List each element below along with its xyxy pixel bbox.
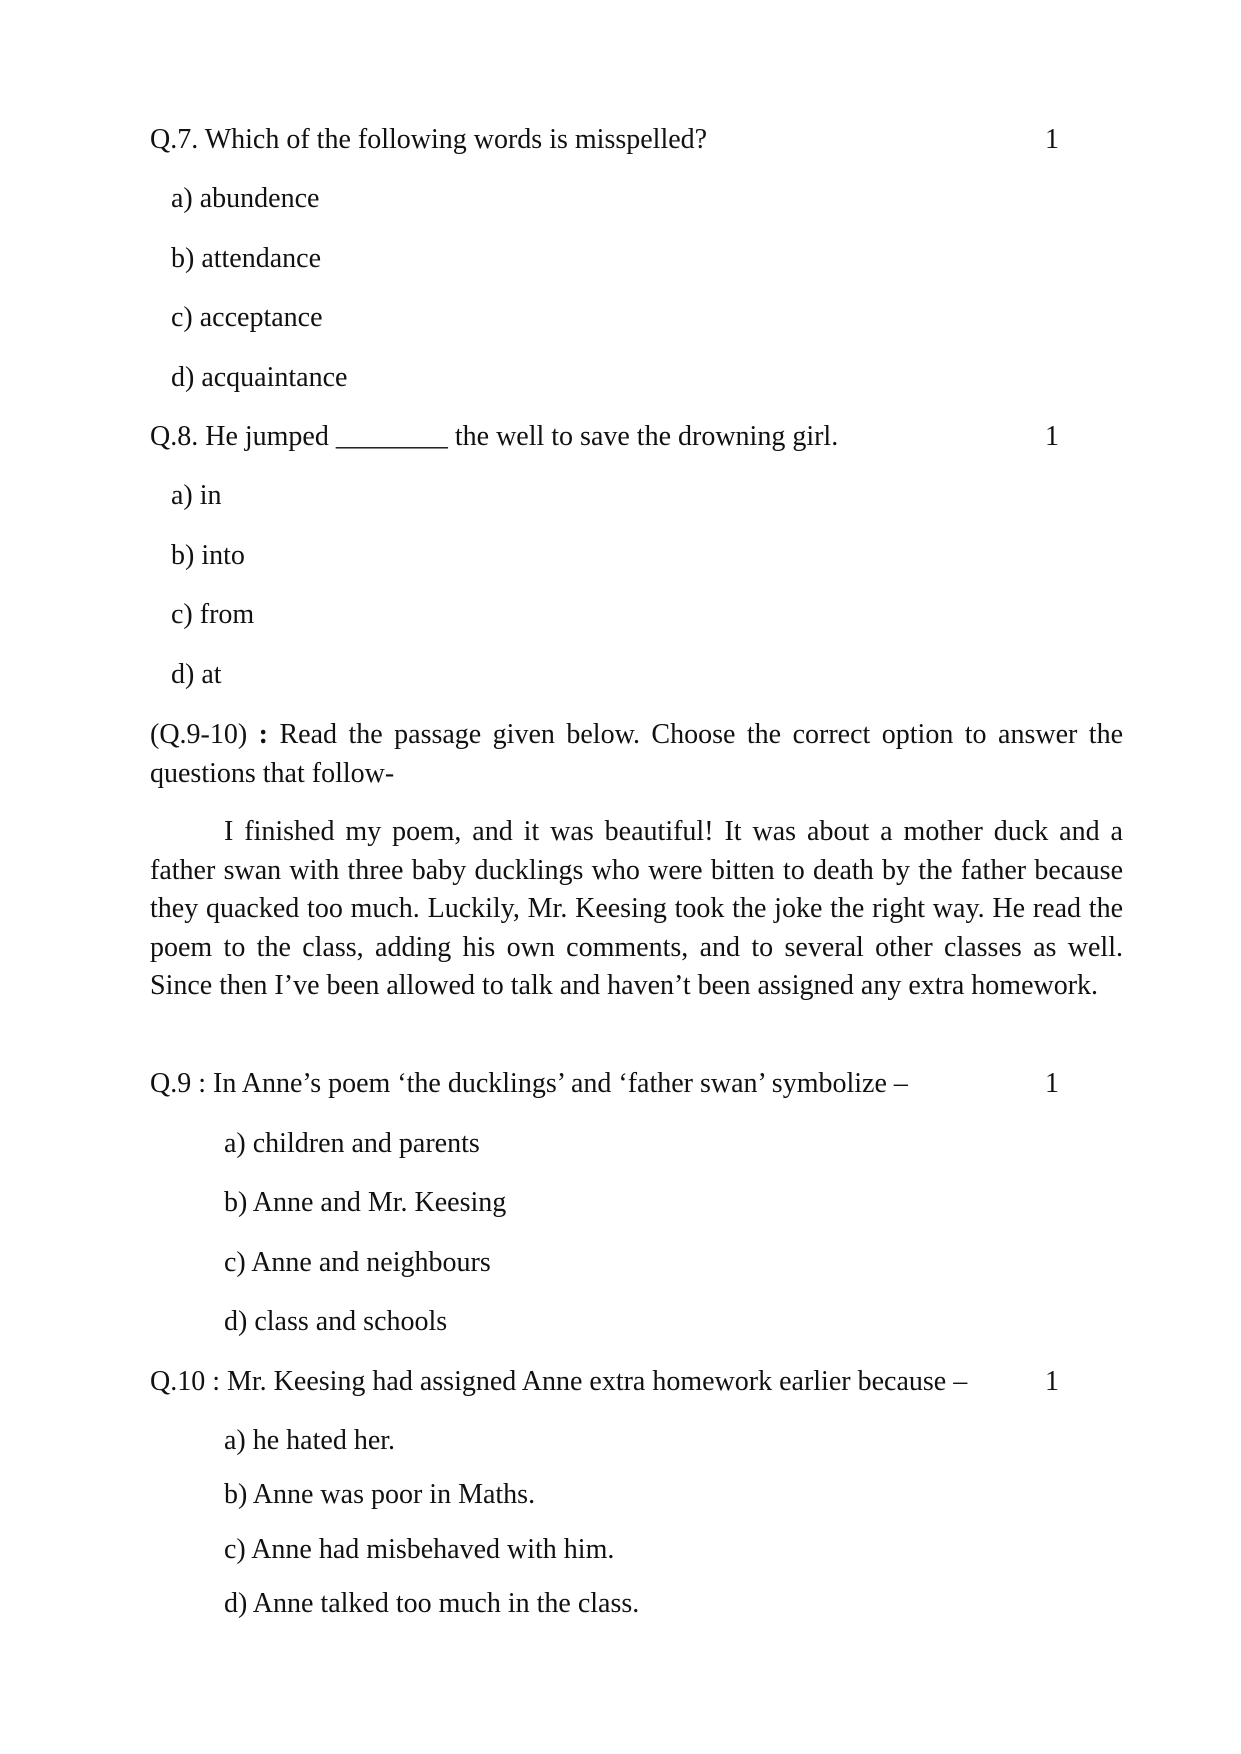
question-8-text: Q.8. He jumped ________ the well to save the drowning girl.	[150, 421, 839, 452]
question-9-option-c: c) Anne and neighbours	[224, 1247, 491, 1278]
question-8-option-b: b) into	[171, 540, 245, 571]
question-10-option-c: c) Anne had misbehaved with him.	[224, 1534, 615, 1565]
question-9-option-b: b) Anne and Mr. Keesing	[224, 1187, 507, 1218]
question-7-option-a: a) abundence	[171, 183, 320, 214]
question-9-option-a: a) children and parents	[224, 1128, 480, 1159]
question-8-option-a: a) in	[171, 480, 222, 511]
section-instruction	[150, 716, 1123, 793]
question-7-option-b: b) attendance	[171, 243, 322, 274]
question-10-option-a: a) he hated her.	[224, 1425, 396, 1456]
question-9-marks: 1	[1045, 1068, 1059, 1099]
question-10-text: Q.10 : Mr. Keesing had assigned Anne extra homework earlier because –	[150, 1366, 968, 1397]
passage-text: I finished my poem, and it was beautiful! It was about a mother duck and a father swan with three baby ducklings who were bitten to death by the father because they quacked too much. Luckily, Mr. Keesing took the joke the right way. He read the poem to the class, adding his own comments, and to several other classes as well. Since then I’ve been allowed to talk and haven’t been assigned any extra homework.	[150, 816, 1123, 1001]
question-7-option-c: c) acceptance	[171, 302, 323, 333]
section-instruction-text: Read the passage given below. Choose the correct option to answer the questions that follow-	[150, 719, 1124, 789]
question-9-option-d: d) class and schools	[224, 1306, 448, 1337]
reading-passage	[150, 813, 1123, 1006]
question-8-option-d: d) at	[171, 659, 222, 690]
question-7-text: Q.7. Which of the following words is misspelled?	[150, 124, 708, 155]
question-10-option-b: b) Anne was poor in Maths.	[224, 1479, 536, 1510]
question-7-marks: 1	[1045, 124, 1059, 155]
section-label: (Q.9-10)	[150, 719, 248, 750]
question-10-option-d: d) Anne talked too much in the class.	[224, 1588, 640, 1619]
question-8-option-c: c) from	[171, 599, 255, 630]
question-7-option-d: d) acquaintance	[171, 362, 348, 393]
section-colon: :	[258, 719, 268, 750]
question-8-marks: 1	[1045, 421, 1059, 452]
question-10-marks: 1	[1045, 1366, 1059, 1397]
question-9-text: Q.9 : In Anne’s poem ‘the ducklings’ and ‘father swan’ symbolize –	[150, 1068, 908, 1099]
